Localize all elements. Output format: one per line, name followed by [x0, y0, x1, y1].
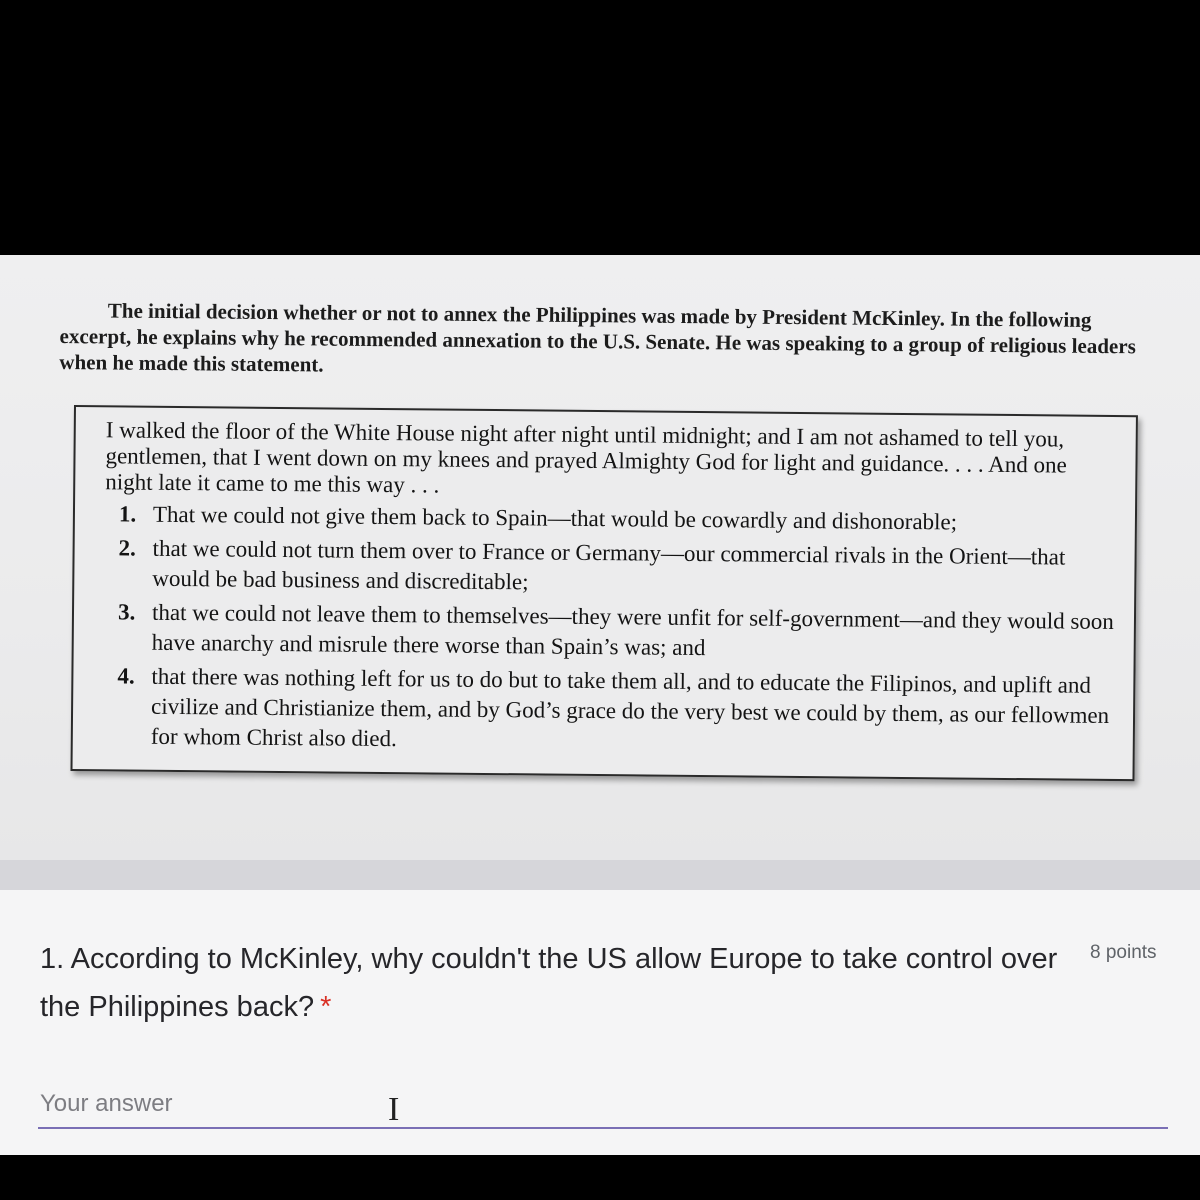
quote-text: I walked the floor of the White House night after night until midnight; and I am not ashamed to tell you, gentlemen, that I went down on my knees and prayed Almighty God for light and guidance. . . . And one night late it came to me this way . . .	[105, 417, 1067, 498]
list-item-text: that we could not leave them to themselves—they were unfit for self-government—and they would soon have anarchy and misrule there worse than Spain’s was; and	[151, 599, 1115, 661]
quote-list-item	[88, 597, 1119, 667]
quote-list-item	[89, 499, 1119, 539]
list-number: 1.	[118, 501, 137, 527]
list-item-text: that there was nothing left for us to do but to take them all, and to educate the Filipinos, and uplift and civilize and Christianize them, and by God’s grace do the very best we could by them, as our fellowmen for whom Christ also died.	[150, 663, 1110, 752]
monitor-screen	[0, 255, 1200, 1155]
question-card	[0, 890, 1200, 1155]
list-number: 2.	[118, 535, 136, 561]
question-title	[40, 935, 1070, 1031]
list-number: 3.	[117, 599, 136, 625]
quote-box	[70, 405, 1137, 781]
list-number: 4.	[117, 663, 135, 689]
list-item-text: That we could not give them back to Spain—that would be cowardly and dishonorable;	[152, 501, 958, 535]
required-marker: *	[320, 991, 332, 1023]
quote-list	[87, 499, 1119, 765]
quote-list-item	[88, 533, 1119, 603]
list-item-text: that we could not turn them over to France or Germany—our commercial rivals in the Orient—that would be bad business and discreditable;	[152, 535, 1066, 595]
answer-input[interactable]	[38, 1085, 1168, 1129]
document-image	[0, 255, 1200, 860]
form-divider-band	[0, 860, 1200, 890]
points-label: 8 points	[1090, 942, 1157, 963]
quote-list-item	[87, 661, 1118, 761]
i-beam-cursor-icon: I	[388, 1091, 400, 1128]
document-intro: The initial decision whether or not to annex the Philippines was made by President McKinley. In the following excerpt, he explains why he recommended annexation to the U.S. Senate. He was speaking to a group of religious leaders when he made this statement.	[59, 298, 1136, 377]
question-text: 1. According to McKinley, why couldn't the US allow Europe to take control over the Philippines back?	[40, 943, 1058, 1023]
